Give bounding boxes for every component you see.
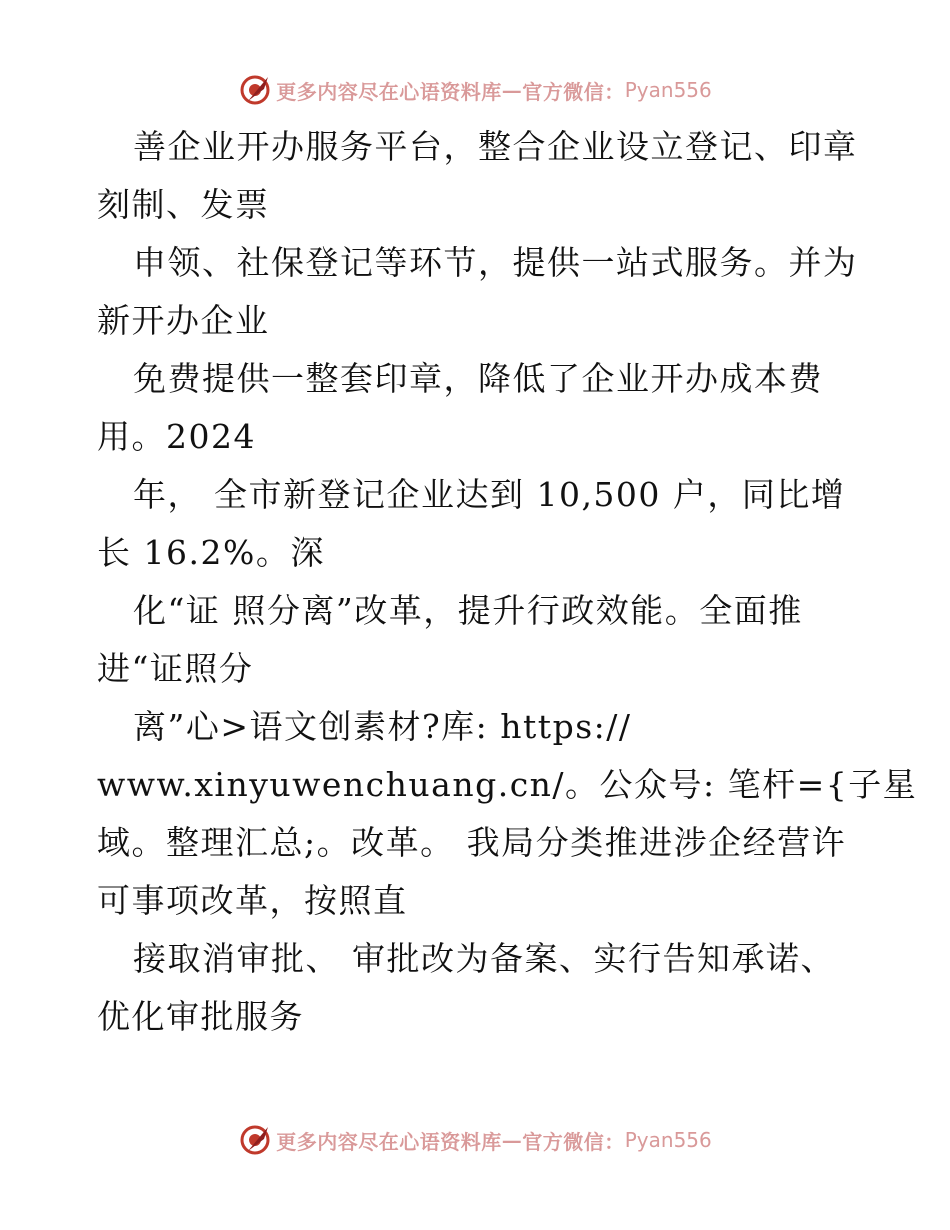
header-watermark [0,70,950,110]
footer-contact-id: Pyan556 [624,1128,712,1152]
footer-brand: 更多内容尽在心语资料库 [276,1129,502,1154]
footer-contact-label: 官方微信： [522,1129,625,1154]
document-body [97,118,918,1046]
footer-watermark [0,1120,950,1160]
body-line: 接取消审批、 审批改为备案、实行告知承诺、 [97,939,835,978]
header-dash: — [501,78,523,102]
body-line: 可事项改革，按照直 [97,881,408,920]
body-line: 申领、社保登记等环节，提供一站式服务。并为 [97,243,858,282]
body-line: 进“证照分 [97,649,254,688]
body-line: 长 16.2%。深 [97,533,325,572]
body-line: 离”心>语文创素材?库: https:// [97,707,632,746]
header-contact-label: 官方微信： [522,79,625,104]
body-line: 新开办企业 [97,301,270,340]
quill-logo-icon [238,73,272,107]
body-line: 年， 全市新登记企业达到 10,500 户，同比增 [97,475,846,514]
body-line: 刻制、发票 [97,185,270,224]
body-line: 化“证 照分离”改革，提升行政效能。全面推 [97,591,803,630]
body-line: 善企业开办服务平台，整合企业设立登记、印章 [97,127,858,166]
body-line: 用。2024 [97,417,256,456]
header-contact-id: Pyan556 [624,78,712,102]
body-line: www.xinyuwenchuang.cn/。公众号: 笔杆={子星 [97,765,918,804]
quill-logo-icon [238,1123,272,1157]
body-line: 域。整理汇总;。改革。 我局分类推进涉企经营许 [97,823,847,862]
header-brand: 更多内容尽在心语资料库 [276,79,502,104]
body-line: 优化审批服务 [97,997,304,1036]
footer-dash: — [501,1128,523,1152]
body-line: 免费提供一整套印章，降低了企业开办成本费 [97,359,823,398]
